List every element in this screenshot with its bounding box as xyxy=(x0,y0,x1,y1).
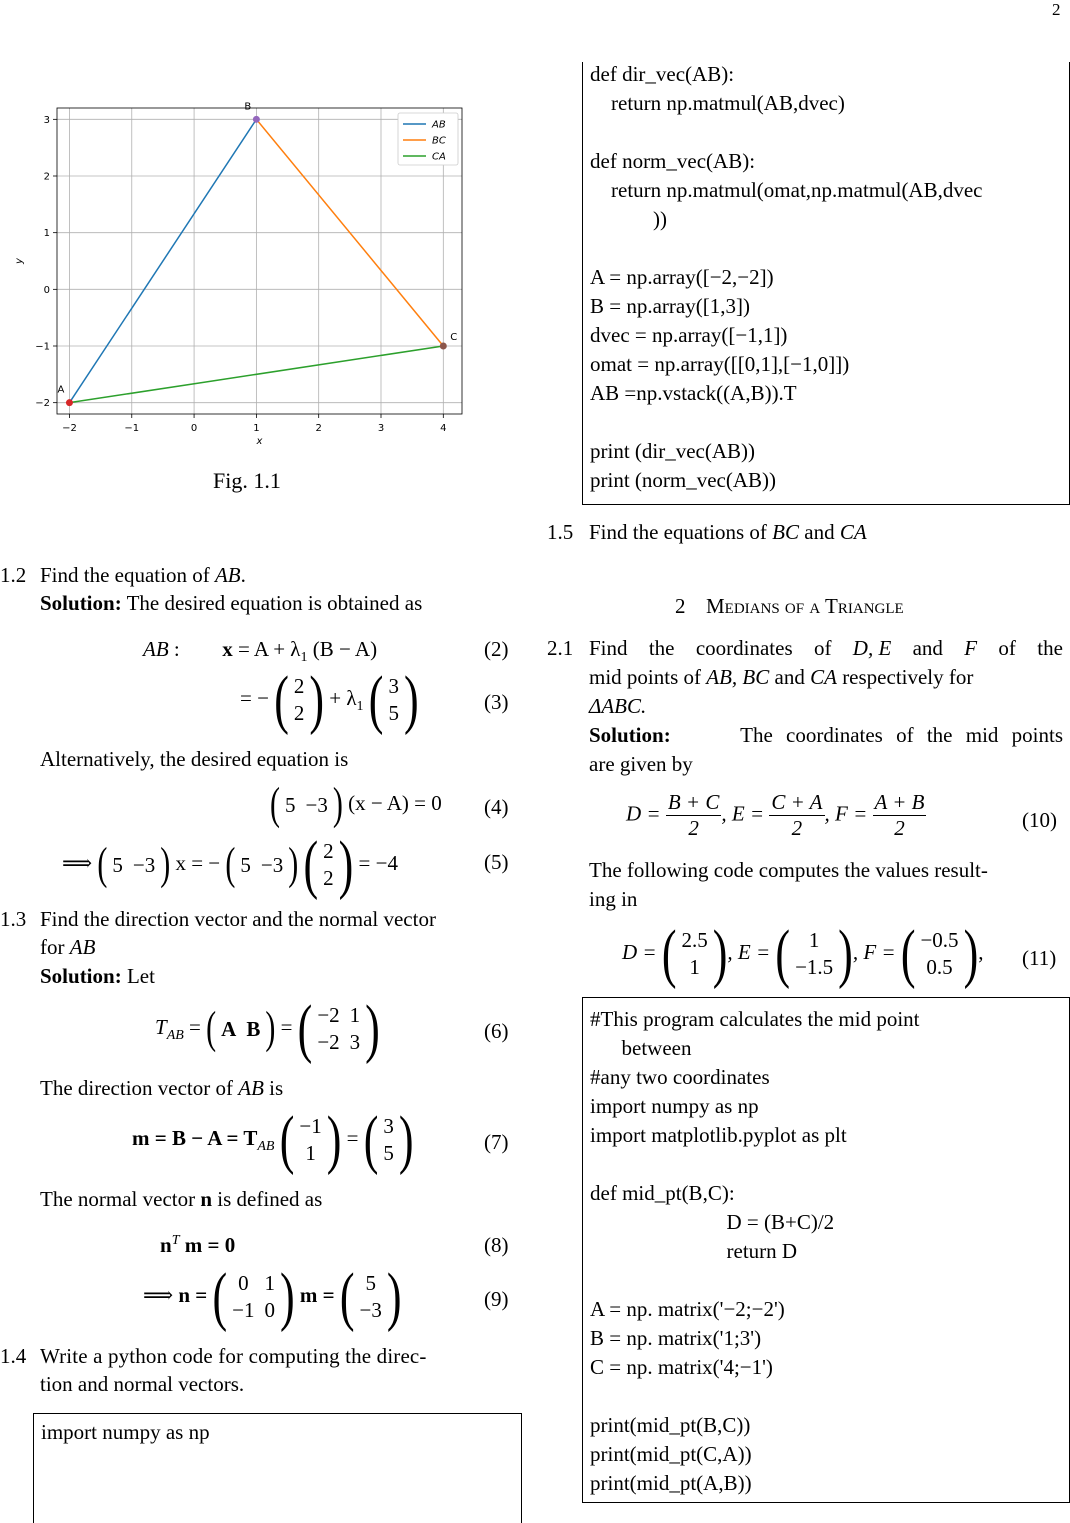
equation-7 xyxy=(132,1102,414,1176)
code-line: print (dir_vec(AB)) xyxy=(590,439,756,463)
q21-var2: CA xyxy=(810,665,837,689)
legend-label-bc: BC xyxy=(432,135,446,147)
solution-text: Let xyxy=(126,964,155,988)
code-line: import numpy as np xyxy=(41,1420,210,1444)
eq7-c1: 1 xyxy=(305,1141,316,1165)
point-label-c: C xyxy=(450,332,458,343)
eq5-r20: 5 xyxy=(240,852,251,877)
eq11-e0: 1 xyxy=(808,928,820,952)
eq9-number: (9) xyxy=(484,1287,509,1311)
q12-prompt: Find the equation of xyxy=(40,563,210,587)
eq11-d0: 2.5 xyxy=(681,928,708,952)
eq10-dn: B + C xyxy=(667,790,720,814)
equation-9 xyxy=(143,1259,402,1333)
eq9-m11: 0 xyxy=(264,1298,276,1322)
legend-label-ca: CA xyxy=(432,151,446,163)
section-title: Medians of a Triangle xyxy=(706,594,904,618)
equation-8 xyxy=(160,1233,235,1258)
eq11-f1: 0.5 xyxy=(926,955,953,979)
dir-text: The direction vector of xyxy=(40,1076,233,1100)
figure-caption: Fig. 1.1 xyxy=(213,468,281,493)
eq11-e: , E = xyxy=(727,939,771,964)
eq3-sub: 1 xyxy=(356,699,364,714)
y-tick-label: 3 xyxy=(43,114,50,126)
q21-word: Find xyxy=(589,636,628,660)
y-tick-label: 1 xyxy=(43,228,50,240)
q15-and: and xyxy=(804,520,835,544)
q21-word: D, E xyxy=(852,636,892,660)
code-line: def dir_vec(AB): xyxy=(590,62,735,86)
eq5-r1: −3 xyxy=(132,852,156,877)
x-axis-label: x xyxy=(256,436,263,447)
q13-direction-text xyxy=(40,1076,283,1101)
code-line: import matplotlib.pyplot as plt xyxy=(590,1123,847,1147)
eq11-number: (11) xyxy=(1022,946,1057,970)
dir-is: is xyxy=(269,1076,284,1100)
eq6-eq2: = xyxy=(280,1014,293,1039)
eq2-rest: (B − A) xyxy=(312,637,378,661)
eq4-r1: −3 xyxy=(305,792,328,817)
solution-text: The desired equation is obtained as xyxy=(126,591,423,615)
eq2-colon: : xyxy=(173,637,180,661)
eq3-m2-b: 5 xyxy=(388,701,399,725)
eq4-r0: 5 xyxy=(285,792,296,817)
eq3-number: (3) xyxy=(484,690,509,714)
eq9-col: ( 5 −3 ) xyxy=(339,1259,402,1333)
eq9-matrix: ( 0 1 −1 0 ) xyxy=(212,1259,295,1333)
code-line: def norm_vec(AB): xyxy=(590,149,756,173)
x-tick-label: 1 xyxy=(253,423,260,434)
eq10-en: C + A xyxy=(771,790,823,814)
q21-solution-2: are given by xyxy=(589,752,693,776)
eq6-A: A xyxy=(221,1016,237,1041)
eq9-implies: ⟹ xyxy=(143,1282,174,1307)
eq10-frac-f xyxy=(873,790,927,841)
eq9-m10: −1 xyxy=(232,1298,255,1322)
eq3-m1-a: 2 xyxy=(293,674,305,698)
eq10-frac-e xyxy=(769,790,824,841)
eq7-d1: 5 xyxy=(383,1141,394,1165)
q21-word: the xyxy=(648,636,675,660)
code-line: )) xyxy=(590,207,667,231)
eq3-mid: + λ xyxy=(329,685,357,710)
normal-text-a: The normal vector xyxy=(40,1187,196,1211)
q13-text-2 xyxy=(40,935,95,960)
section-2-heading xyxy=(675,594,904,619)
eq9-c1: −3 xyxy=(359,1298,382,1322)
eq5-col: ( 2 2 ) xyxy=(303,827,354,901)
q13-number: 1.3 xyxy=(0,907,27,931)
y-tick-label: 0 xyxy=(43,284,50,296)
code-line: A = np. matrix('−2;−2') xyxy=(590,1297,785,1321)
eq10-number: (10) xyxy=(1022,808,1057,832)
legend-box xyxy=(398,113,458,165)
eq6-matrix: ( −2 1 −2 3 ) xyxy=(297,991,380,1065)
eq11-col-d: ( 2.5 1 ) xyxy=(661,916,728,990)
eq3-matrix-1: ( 2 2 ) xyxy=(274,662,324,736)
eq2-lhs: AB xyxy=(143,637,169,661)
eq5-r0: 5 xyxy=(112,852,123,877)
q13-for: for xyxy=(40,935,65,959)
q13-text-1: Find the direction vector and the normal vector xyxy=(40,907,436,931)
point-a xyxy=(66,399,73,406)
equation-10 xyxy=(626,790,926,841)
q21-word: and xyxy=(912,636,943,660)
code-line: C = np. matrix('4;−1') xyxy=(590,1355,773,1379)
eq5-end: = −4 xyxy=(358,850,398,875)
x-tick-label: 4 xyxy=(440,423,447,434)
eq6-number: (6) xyxy=(484,1019,509,1043)
code-line: #any two coordinates xyxy=(590,1065,770,1089)
eq7-d0: 3 xyxy=(383,1114,394,1138)
eq7-body: m = B − A = T xyxy=(132,1125,258,1150)
eq11-end: , xyxy=(978,939,984,964)
q15-prompt: Find the equations of xyxy=(589,520,767,544)
code-block-right-1 xyxy=(582,62,1070,505)
eq10-dd: 2 xyxy=(688,816,699,840)
eq8-n: n xyxy=(160,1233,172,1257)
q21-var: AB, BC xyxy=(706,665,770,689)
q14-text-1: Write a python code for computing the direc- xyxy=(40,1344,427,1368)
q13-normal-text xyxy=(40,1187,322,1212)
normal-n: n xyxy=(200,1187,213,1211)
q21-solution xyxy=(589,723,1063,748)
eq2-sub: 1 xyxy=(300,650,308,666)
x-tick-label: 0 xyxy=(190,423,198,434)
code-line: return np.matmul(AB,dvec) xyxy=(590,91,845,115)
eq5-r21: −3 xyxy=(260,852,284,877)
eq5-x: x = − xyxy=(175,850,221,875)
eq10-d: D = xyxy=(626,801,661,826)
q13-var: AB xyxy=(69,935,96,959)
eq10-fn: A + B xyxy=(874,790,925,814)
eq5-implies: ⟹ xyxy=(62,850,93,875)
q21-follow-2: ing in xyxy=(589,887,638,911)
eq6-m01: 1 xyxy=(349,1003,361,1027)
q21-number: 2.1 xyxy=(547,636,574,660)
eq5-row: ( 5 −3 ) xyxy=(97,839,171,889)
point-label-a: A xyxy=(57,384,65,396)
eq5-number: (5) xyxy=(484,850,509,874)
eq8-number: (8) xyxy=(484,1233,509,1257)
x-tick-label: −1 xyxy=(124,423,140,434)
q12-var: AB xyxy=(214,563,241,587)
solution-label: Solution: xyxy=(40,964,122,988)
q12-solution xyxy=(40,591,422,616)
series-line-ab xyxy=(69,119,256,402)
code-line: between xyxy=(590,1036,692,1060)
q13-solution xyxy=(40,964,155,989)
code-line: D = (B+C)/2 xyxy=(590,1210,835,1234)
q15-text xyxy=(589,520,867,545)
equation-4 xyxy=(270,779,442,829)
eq7-sub: AB xyxy=(257,1139,275,1154)
code-block-right-2 xyxy=(582,997,1070,1503)
eq6-m00: −2 xyxy=(317,1003,340,1027)
equation-5 xyxy=(62,827,398,901)
eq8-rest: m = 0 xyxy=(184,1233,236,1257)
q14-number: 1.4 xyxy=(0,1344,27,1368)
code-line: omat = np.array([[0,1],[−1,0]]) xyxy=(590,352,850,376)
eq10-f: , F = xyxy=(824,801,868,826)
point-c xyxy=(440,343,447,350)
eq7-number: (7) xyxy=(484,1130,509,1154)
eq10-ed: 2 xyxy=(791,816,803,840)
legend-label-ab: AB xyxy=(432,119,446,131)
page-number: 2 xyxy=(1052,0,1061,19)
eq6-m11: 3 xyxy=(349,1030,361,1054)
eq10-fd: 2 xyxy=(894,816,905,840)
code-line: print(mid_pt(B,C)) xyxy=(590,1413,751,1437)
q21-word: F xyxy=(964,636,978,660)
q21-word: the xyxy=(1037,636,1063,660)
eq10-e: , E = xyxy=(721,801,765,826)
x-tick-label: 3 xyxy=(377,423,385,434)
code-line: print(mid_pt(C,A)) xyxy=(590,1442,752,1466)
x-tick-label: 2 xyxy=(315,423,322,434)
point-label-b: B xyxy=(244,101,252,113)
eq6-sub: AB xyxy=(166,1028,184,1043)
q12-number: 1.2 xyxy=(0,563,27,587)
eq7-col: ( −1 1 ) xyxy=(279,1102,342,1176)
q15-var-ca: CA xyxy=(839,520,867,544)
code-line: import numpy as np xyxy=(590,1094,759,1118)
eq4-number: (4) xyxy=(484,795,509,819)
normal-text-b: is defined as xyxy=(217,1187,323,1211)
code-line: print(mid_pt(A,B)) xyxy=(590,1471,752,1495)
y-axis-label: y xyxy=(14,258,25,264)
eq9-n: n = xyxy=(178,1282,208,1307)
y-tick-label: −2 xyxy=(35,398,50,410)
q21-line-3: ΔABC. xyxy=(589,694,647,718)
eq2-number: (2) xyxy=(484,637,509,661)
eq5-row2: ( 5 −3 ) xyxy=(225,839,299,889)
eq11-col-f: ( −0.5 0.5 ) xyxy=(900,916,979,990)
eq11-d: D = xyxy=(622,939,657,964)
q21-text-a: mid points of xyxy=(589,665,702,689)
q14-text-2: tion and normal vectors. xyxy=(40,1372,245,1396)
code-line: B = np.array([1,3]) xyxy=(590,294,750,318)
solution-label: Solution: xyxy=(40,591,122,615)
q21-word: of xyxy=(998,636,1016,660)
eq6-row: ( A B ) xyxy=(206,1003,276,1053)
point-b xyxy=(253,116,260,123)
q21-word: of xyxy=(813,636,832,660)
eq2-body: = A + λ xyxy=(238,637,301,661)
q21-text-c: respectively for xyxy=(842,665,974,689)
code-line: return np.matmul(omat,np.matmul(AB,dvec xyxy=(590,178,983,202)
eq6-m10: −2 xyxy=(317,1030,340,1054)
eq9-m01: 1 xyxy=(264,1271,276,1295)
y-tick-label: −1 xyxy=(35,341,50,353)
dir-var: AB xyxy=(238,1076,264,1100)
eq10-frac-d xyxy=(666,790,722,841)
eq11-f: , F = xyxy=(852,939,896,964)
eq9-c0: 5 xyxy=(365,1271,376,1295)
q21-word: coordinates xyxy=(695,636,793,660)
eq3-matrix-2: ( 3 5 ) xyxy=(368,662,419,736)
eq9-m: m = xyxy=(299,1282,335,1307)
code-line: dvec = np.array([−1,1]) xyxy=(590,323,788,347)
section-number: 2 xyxy=(675,594,686,618)
q12-text: Find the equation of AB. xyxy=(40,563,246,587)
eq9-m00: 0 xyxy=(238,1271,249,1295)
code-line: #This program calculates the mid point xyxy=(590,1007,920,1031)
eq7-eq: = xyxy=(346,1125,359,1150)
eq4-row: ( 5 −3 ) xyxy=(270,779,343,829)
eq11-col-e: ( 1 −1.5 ) xyxy=(775,916,853,990)
q21-text-b: and xyxy=(774,665,805,689)
code-block-left xyxy=(33,1413,522,1523)
equation-3 xyxy=(240,662,419,736)
eq7-c0: −1 xyxy=(299,1114,322,1138)
eq5-c1: 2 xyxy=(323,866,334,890)
solution-text: The coordinates of the mid points xyxy=(740,723,1063,747)
code-line: B = np. matrix('1;3') xyxy=(590,1326,762,1350)
q21-line-1 xyxy=(589,636,1063,661)
y-tick-label: 2 xyxy=(43,171,50,183)
eq6-B: B xyxy=(246,1016,261,1041)
eq7-col2: ( 3 5 ) xyxy=(363,1102,414,1176)
eq3-m2-a: 3 xyxy=(388,674,399,698)
q15-number: 1.5 xyxy=(547,520,574,544)
eq3-pre: = − xyxy=(240,685,269,710)
equation-2 xyxy=(143,637,377,666)
eq5-c0: 2 xyxy=(323,839,334,863)
eq3-m1-b: 2 xyxy=(293,701,305,725)
eq8-sup: T xyxy=(171,1233,180,1248)
eq4-rest: (x − A) = 0 xyxy=(348,790,442,815)
eq11-f0: −0.5 xyxy=(920,928,959,952)
q12-alt-text: Alternatively, the desired equation is xyxy=(40,747,349,771)
solution-label: Solution: xyxy=(589,723,671,747)
eq11-e1: −1.5 xyxy=(795,955,834,979)
eq2-x: x xyxy=(222,637,233,661)
triangle-plot xyxy=(0,95,475,450)
equation-6 xyxy=(155,991,380,1065)
code-line: return D xyxy=(590,1239,798,1263)
x-tick-label: −2 xyxy=(62,423,77,434)
eq6-T: T xyxy=(155,1014,167,1039)
code-line: def mid_pt(B,C): xyxy=(590,1181,735,1205)
eq11-d1: 1 xyxy=(689,955,700,979)
q21-line-2 xyxy=(589,665,973,690)
code-line: AB =np.vstack((A,B)).T xyxy=(590,381,797,405)
code-line: print (norm_vec(AB)) xyxy=(590,468,777,492)
equation-11 xyxy=(622,916,984,990)
q21-follow-1: The following code computes the values result- xyxy=(589,858,988,882)
eq6-eq: = xyxy=(189,1014,201,1039)
code-line: A = np.array([−2,−2]) xyxy=(590,265,774,289)
q15-var-bc: BC xyxy=(772,520,799,544)
